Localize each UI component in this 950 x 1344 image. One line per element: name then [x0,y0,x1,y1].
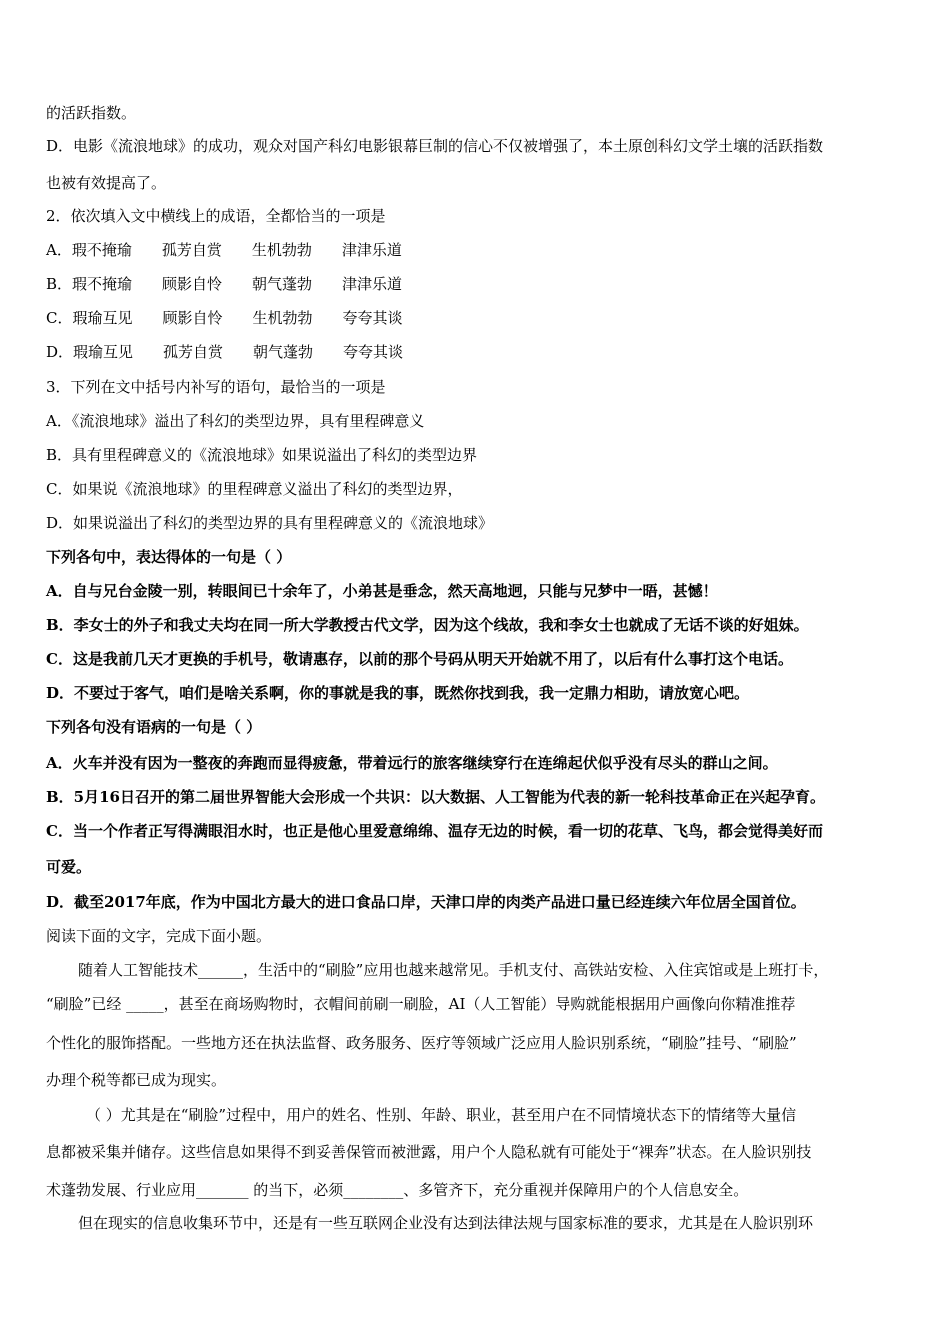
option-b: B．瑕不掩瑜 顾影自怜 朝气蓬勃 津津乐道 [46,275,403,293]
text-line: D．电影《流浪地球》的成功，观众对国产科幻电影银幕巨制的信心不仅被增强了，本土原创科幻文学土壤的活跃指数 [46,137,824,155]
passage-line: 个性化的服饰搭配。一些地方还在执法监督、政务服务、医疗等领域广泛应用人脸识别系统，“刷脸”挂号、“刷脸” [46,1034,797,1052]
option-c: C．瑕瑜互见 顾影自怜 生机勃勃 夸夸其谈 [46,309,403,327]
text-line: 也被有效提高了。 [46,174,167,192]
passage-line: “刷脸”已经 _____，甚至在商场购物时，衣帽间前刷一刷脸，AI（人工智能）导购就能根据用户画像向你精准推荐 [46,995,796,1013]
question-4: 下列各句中，表达得体的一句是（ ） [46,548,292,566]
option-c: C．当一个作者正写得满眼泪水时，也正是他心里爱意绵绵、温存无边的时候，看一切的花草、飞鸟，都会觉得美好而 [46,822,823,840]
option-a: A．火车并没有因为一整夜的奔跑而显得疲惫，带着远行的旅客继续穿行在连绵起伏似乎没有尽头的群山之间。 [46,754,778,772]
passage-line: 随着人工智能技术______，生活中的“刷脸”应用也越来越常见。手机支付、高铁站安检、入住宾馆或是上班打卡， [78,961,829,979]
reading-instruction: 阅读下面的文字，完成下面小题。 [46,927,272,945]
question-2: 2．依次填入文中横线上的成语，全都恰当的一项是 [46,207,386,225]
passage-line: 办理个税等都已成为现实。 [46,1071,227,1089]
option-a: A．自与兄台金陵一别，转眼间已十余年了，小弟甚是垂念，然天高地迥，只能与兄梦中一晤，甚憾！ [46,582,718,600]
option-b: B．5月16日召开的第二届世界智能大会形成一个共识：以大数据、人工智能为代表的新一轮科技革命正在兴起孕育。 [46,788,825,806]
option-d: D．瑕瑜互见 孤芳自赏 朝气蓬勃 夸夸其谈 [46,343,404,361]
option-a: A．瑕不掩瑜 孤芳自赏 生机勃勃 津津乐道 [46,241,402,259]
question-5: 下列各句没有语病的一句是（ ） [46,718,262,736]
option-b: B．李女士的外子和我丈夫均在同一所大学教授古代文学，因为这个线故，我和李女士也就成了无话不谈的好姐妹。 [46,616,809,634]
option-c: C．如果说《流浪地球》的里程碑意义溢出了科幻的类型边界， [46,480,463,498]
passage-line: 息都被采集并储存。这些信息如果得不到妥善保管而被泄露，用户个人隐私就有可能处于“裸奔”状态。在人脸识别技 [46,1143,812,1161]
option-d: D．截至2017年底，作为中国北方最大的进口食品口岸，天津口岸的肉类产品进口量已经连续六年位居全国首位。 [46,893,806,911]
option-a: A．《流浪地球》溢出了科幻的类型边界，具有里程碑意义 [46,412,425,430]
question-3: 3．下列在文中括号内补写的语句，最恰当的一项是 [46,378,386,396]
passage-line: 术蓬勃发展、行业应用_______ 的当下，必须________、多管齐下，充分重视并保障用户的个人信息安全。 [46,1181,749,1199]
option-c-continued: 可爱。 [46,858,92,876]
option-b: B．具有里程碑意义的《流浪地球》如果说溢出了科幻的类型边界 [46,446,478,464]
text-line: 的活跃指数。 [46,104,137,122]
passage-line: 但在现实的信息收集环节中，还是有一些互联网企业没有达到法律法规与国家标准的要求，尤其是在人脸识别环 [78,1214,814,1232]
option-d: D．不要过于客气，咱们是啥关系啊，你的事就是我的事，既然你找到我，我一定鼎力相助，请放宽心吧。 [46,684,750,702]
option-d: D．如果说溢出了科幻的类型边界的具有里程碑意义的《流浪地球》 [46,514,494,532]
option-c: C．这是我前几天才更换的手机号，敬请惠存，以前的那个号码从明天开始就不用了，以后有什么事打这个电话。 [46,650,793,668]
passage-line: （ ）尤其是在“刷脸”过程中，用户的姓名、性别、年龄、职业，甚至用户在不同情境状态下的情绪等大量信 [86,1106,797,1124]
